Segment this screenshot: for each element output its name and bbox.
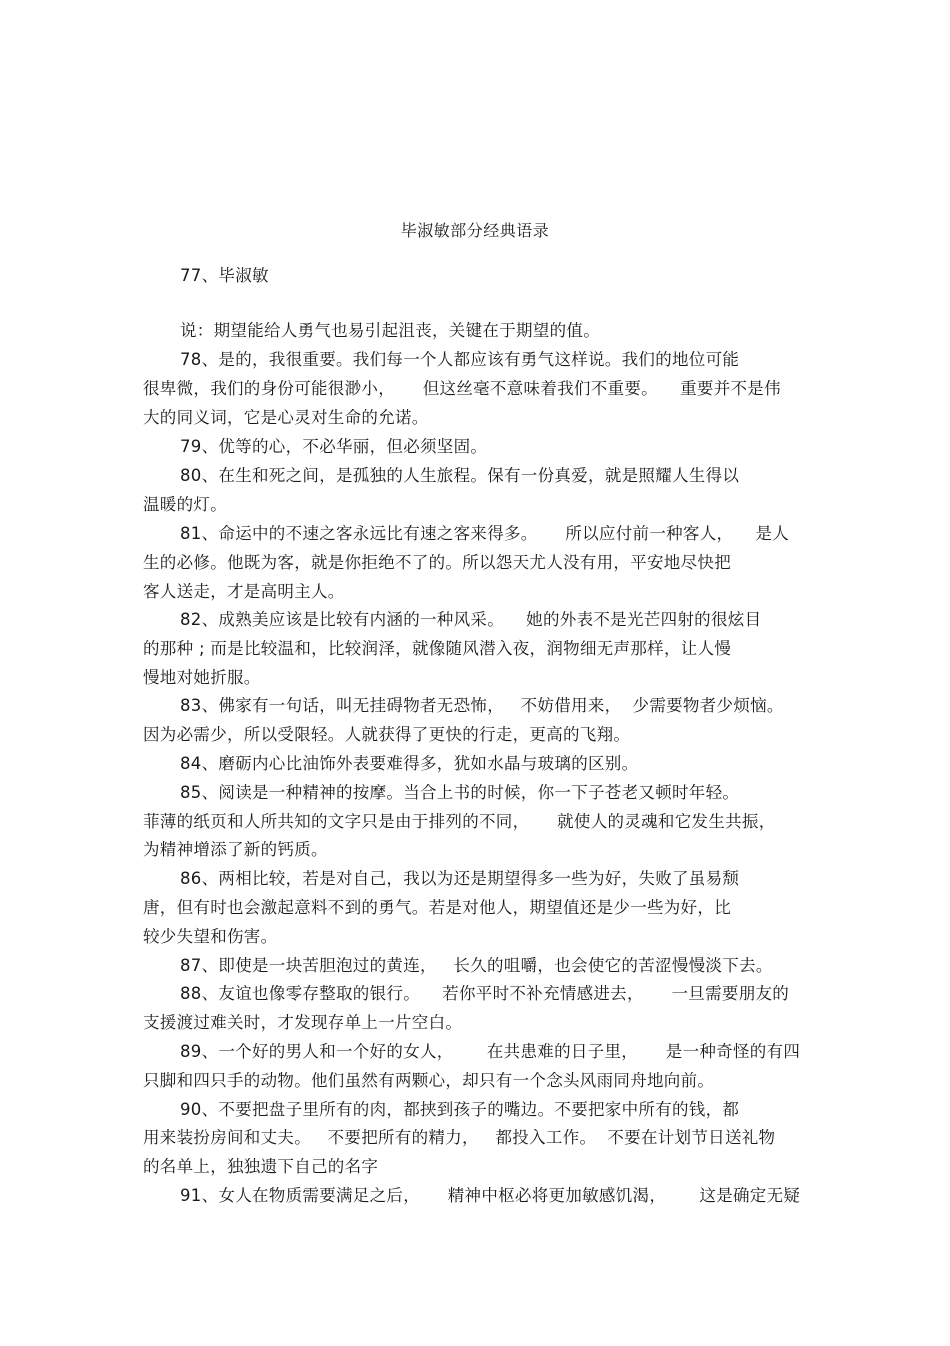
text-line: 80、在生和死之间，是孤独的人生旅程。保有一份真爱，就是照耀人生得以 xyxy=(180,466,740,485)
text-line: 的名单上，独独遗下自己的名字 xyxy=(143,1157,379,1176)
text-line: 91、女人在物质需要满足之后， 精神中枢必将更加敏感饥渴， 这是确定无疑 xyxy=(180,1186,801,1205)
text-line: 78、是的，我很重要。我们每一个人都应该有勇气这样说。我们的地位可能 xyxy=(180,350,740,369)
text-line: 客人送走，才是高明主人。 xyxy=(143,582,345,601)
text-line: 菲薄的纸页和人所共知的文字只是由于排列的不同， 就使人的灵魂和它发生共振， xyxy=(143,812,776,831)
text-line: 大的同义词，它是心灵对生命的允诺。 xyxy=(143,408,429,427)
text-line: 较少失望和伤害。 xyxy=(143,927,278,946)
text-line: 89、一个好的男人和一个好的女人， 在共患难的日子里， 是一种奇怪的有四 xyxy=(180,1042,801,1061)
text-line: 因为必需少，所以受限轻。人就获得了更快的行走，更高的飞翔。 xyxy=(143,725,631,744)
text-line: 83、佛家有一句话，叫无挂碍物者无恐怖， 不妨借用来， 少需要物者少烦恼。 xyxy=(180,696,784,715)
text-line: 90、不要把盘子里所有的肉，都挟到孩子的嘴边。不要把家中所有的钱，都 xyxy=(180,1100,740,1119)
text-line: 87、即使是一块苦胆泡过的黄连， 长久的咀嚼，也会使它的苦涩慢慢淡下去。 xyxy=(180,956,773,975)
text-line: 生的必修。他既为客，就是你拒绝不了的。所以怨天尤人没有用，平安地尽快把 xyxy=(143,553,731,572)
text-line: 84、磨砺内心比油饰外表要难得多，犹如水晶与玻璃的区别。 xyxy=(180,754,639,773)
text-line: 温暖的灯。 xyxy=(143,495,227,514)
text-line: 的那种 ; 而是比较温和，比较润泽，就像随风潜入夜，润物细无声那样，让人慢 xyxy=(143,639,732,658)
text-line: 只脚和四只手的动物。他们虽然有两颗心，却只有一个念头风雨同舟地向前。 xyxy=(143,1071,715,1090)
text-line: 唐，但有时也会激起意料不到的勇气。若是对他人，期望值还是少一些为好，比 xyxy=(143,898,731,917)
text-line: 慢地对她折服。 xyxy=(143,668,261,687)
text-line: 说：期望能给人勇气也易引起沮丧，关键在于期望的值。 xyxy=(180,321,600,340)
text-line: 81、命运中的不速之客永远比有速之客来得多。 所以应付前一种客人， 是人 xyxy=(180,524,790,543)
text-line: 用来装扮房间和丈夫。 不要把所有的精力， 都投入工作。 不要在计划节日送礼物 xyxy=(143,1128,776,1147)
text-line: 支援渡过难关时，才发现存单上一片空白。 xyxy=(143,1013,463,1032)
text-line: 86、两相比较，若是对自己，我以为还是期望得多一些为好，失败了虽易颓 xyxy=(180,869,740,888)
document-title: 毕淑敏部分经典语录 xyxy=(400,221,550,240)
text-line: 82、成熟美应该是比较有内涵的一种风采。 她的外表不是光芒四射的很炫目 xyxy=(180,610,762,629)
text-line: 77、毕淑敏 xyxy=(180,266,269,285)
text-line: 85、阅读是一种精神的按摩。当合上书的时候，你一下子苍老又顿时年轻。 xyxy=(180,783,740,802)
text-line: 79、优等的心，不必华丽，但必须坚固。 xyxy=(180,437,488,456)
text-line: 88、友谊也像零存整取的银行。 若你平时不补充情感进去， 一旦需要朋友的 xyxy=(180,984,790,1003)
text-line: 为精神增添了新的钙质。 xyxy=(143,840,328,859)
text-line: 很卑微，我们的身份可能很渺小， 但这丝毫不意味着我们不重要。 重要并不是伟 xyxy=(143,379,781,398)
